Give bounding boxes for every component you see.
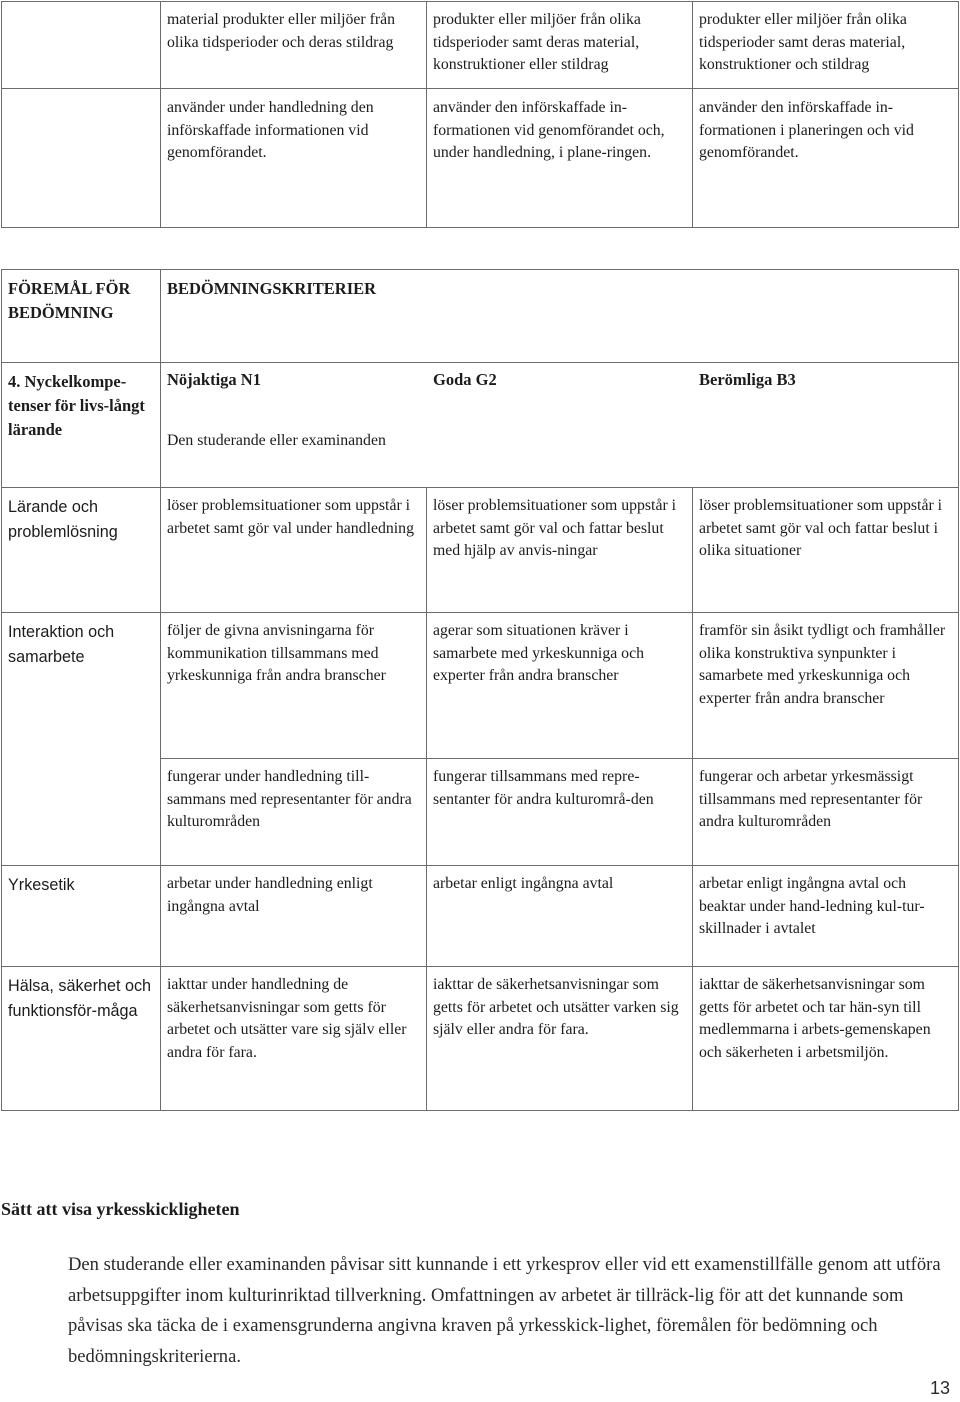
cell-text: arbetar enligt ingångna avtal xyxy=(433,875,614,892)
cell-text: följer de givna anvisningarna för kommunikation tillsammans med yrkeskunniga från andra branscher xyxy=(167,622,386,685)
row-label: Lärande och problemlösning xyxy=(8,498,118,541)
table-cell-b3 xyxy=(693,967,959,1111)
cell-text: använder den införskaffade in-formationen vid genomförandet och, under handledning, i plane-ringen. xyxy=(433,99,665,162)
cell-text: använder under handledning den införskaffade informationen vid genomförandet. xyxy=(167,99,374,162)
cell-text: fungerar under handledning till-sammans med representanter för andra kulturområden xyxy=(167,768,412,831)
cell-text: löser problemsituationer som uppstår i arbetet samt gör val och fattar beslut i olika situationer xyxy=(699,497,943,560)
table-row xyxy=(2,759,959,866)
object-header-cell xyxy=(2,270,161,363)
table-cell-n1 xyxy=(161,759,427,866)
section-paragraph: Den studerande eller examinanden påvisar sitt kunnande i ett yrkesprov eller vid ett examenstillfälle genom att utföra arbetsuppgifter inom kulturinriktad tillverkning. Omfattningen av arbetet är tillräck-lig för att det kunnande som påvisas ska täcka de i examensgrunderna angivna kraven på yrkesskick-lighet, föremålen för bedömning och bedömningskriterierna. xyxy=(68,1254,941,1367)
table-cell-b3 xyxy=(693,2,959,89)
table-header-row xyxy=(2,270,959,363)
empty-label-cell xyxy=(2,2,161,89)
competence-label-cell xyxy=(2,363,161,488)
table-cell-b3 xyxy=(693,89,959,228)
section-title: Sätt att visa yrkesskickligheten xyxy=(1,1199,240,1219)
table-cell-n1 xyxy=(161,2,427,89)
table-row xyxy=(2,866,959,967)
cell-text: arbetar under handledning enligt ingångna avtal xyxy=(167,875,373,915)
table-row xyxy=(2,613,959,759)
row-label: Hälsa, säkerhet och funktionsför-måga xyxy=(8,977,152,1020)
level-n1-heading: Nöjaktiga N1 xyxy=(167,370,261,389)
criteria-header-cell xyxy=(161,270,959,363)
table-cell-n1 xyxy=(161,89,427,228)
row-label: Interaktion och samarbete xyxy=(8,623,115,666)
table-cell-b3 xyxy=(693,866,959,967)
table-cell-n1 xyxy=(161,488,427,613)
cell-text: iakttar under handledning de säkerhetsanvisningar som getts för arbetet och utsätter vare sig själv eller andra för fara. xyxy=(167,976,407,1061)
row-label-cell xyxy=(2,866,161,967)
empty-label-cell xyxy=(2,89,161,228)
table-row xyxy=(2,488,959,613)
competence-label: 4. Nyckelkompe-tenser för livs-långt lärande xyxy=(8,372,145,439)
table-cell-b3 xyxy=(693,488,959,613)
row-label-cell xyxy=(2,488,161,613)
cell-text: iakttar de säkerhetsanvisningar som getts för arbetet och utsätter varken sig själv eller andra för fara. xyxy=(433,976,679,1039)
cell-text: produkter eller miljöer från olika tidsperioder samt deras material, konstruktioner och stildrag xyxy=(699,11,907,74)
table-cell-b3 xyxy=(693,613,959,759)
cell-text: iakttar de säkerhetsanvisningar som getts för arbetet och tar hän-syn till medlemmarna i arbets-gemenskapen och säkerheten i arbetsmiljön. xyxy=(699,976,931,1061)
row-label: Yrkesetik xyxy=(8,876,75,894)
cell-text: agerar som situationen kräver i samarbete med yrkeskunniga och experter från andra branscher xyxy=(433,622,644,685)
table-cell-n1 xyxy=(161,613,427,759)
table-cell-n1 xyxy=(161,967,427,1111)
table-row xyxy=(2,89,959,228)
continuation-table xyxy=(1,1,959,228)
row-label-cell xyxy=(2,967,161,1111)
table-row xyxy=(2,967,959,1111)
cell-text: löser problemsituationer som uppstår i arbetet samt gör val under handledning xyxy=(167,497,414,537)
table-row xyxy=(2,2,959,89)
cell-text: material produkter eller miljöer från olika tidsperioder och deras stildrag xyxy=(167,11,396,51)
criteria-table xyxy=(1,269,959,1111)
cell-text: använder den införskaffade in-formationen i planeringen och vid genomförandet. xyxy=(699,99,914,162)
levels-subheading: Den studerande eller examinanden xyxy=(167,432,386,449)
cell-text: framför sin åsikt tydligt och framhåller olika konstruktiva synpunkter i samarbete med yrkeskunniga och experter från andra branscher xyxy=(699,622,946,707)
level-g2-heading: Goda G2 xyxy=(433,370,497,389)
object-header: FÖREMÅL FÖR BEDÖMNING xyxy=(8,279,131,322)
table-cell-g2 xyxy=(427,759,693,866)
cell-text: fungerar tillsammans med repre-sentanter för andra kulturområ-den xyxy=(433,768,654,808)
table-cell-g2 xyxy=(427,866,693,967)
row-label-cell xyxy=(2,613,161,759)
table-cell-g2 xyxy=(427,613,693,759)
table-cell-g2 xyxy=(427,967,693,1111)
row-label-cell xyxy=(2,759,161,866)
row-label xyxy=(2,759,160,766)
criteria-header: BEDÖMNINGSKRITERIER xyxy=(167,279,377,298)
levels-header-cell xyxy=(161,363,959,488)
cell-text: produkter eller miljöer från olika tidsperioder samt deras material, konstruktioner eller stildrag xyxy=(433,11,641,74)
table-cell-g2 xyxy=(427,2,693,89)
page-number: 13 xyxy=(930,1378,951,1398)
cell-text: arbetar enligt ingångna avtal och beaktar under hand-ledning kul-tur-skillnader i avtalet xyxy=(699,875,925,938)
competence-row xyxy=(2,363,959,488)
table-cell-g2 xyxy=(427,89,693,228)
cell-text: fungerar och arbetar yrkesmässigt tillsammans med representanter för andra kulturområden xyxy=(699,768,923,831)
cell-text: löser problemsituationer som uppstår i arbetet samt gör val och fattar beslut med hjälp av anvis-ningar xyxy=(433,497,677,560)
level-b3-heading: Berömliga B3 xyxy=(699,370,796,389)
table-cell-g2 xyxy=(427,488,693,613)
table-cell-b3 xyxy=(693,759,959,866)
table-cell-n1 xyxy=(161,866,427,967)
